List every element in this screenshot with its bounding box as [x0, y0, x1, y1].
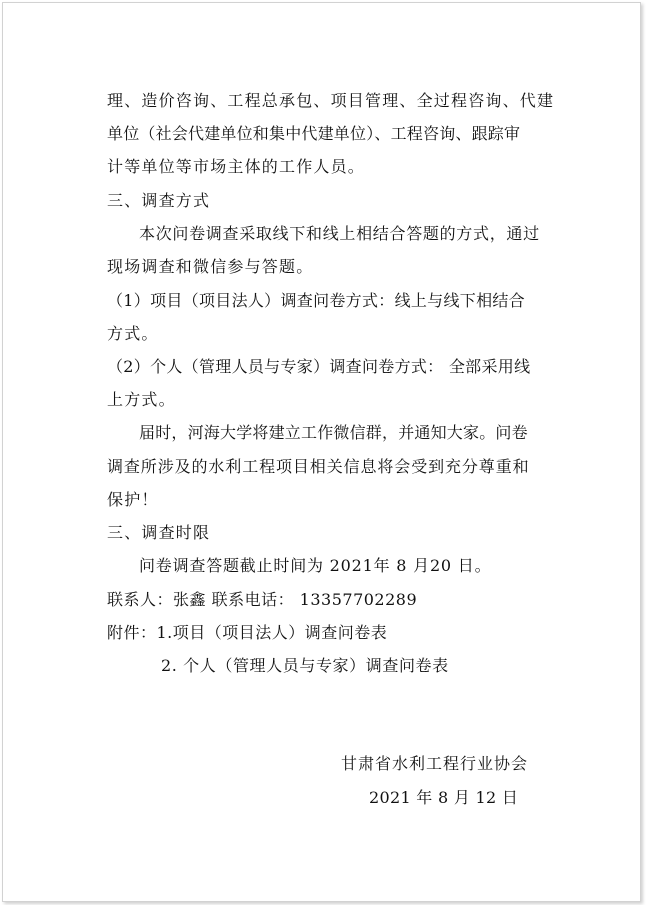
deadline-line: 问卷调查答题截止时间为 2021年 8 月20 日。 [139, 556, 492, 575]
section-heading-method: 三、调查方式 [107, 191, 211, 210]
body-line-10: 上方式。 [107, 390, 176, 409]
signature-organization: 甘肃省水利工程行业协会 [341, 754, 529, 773]
section-heading-time-limit: 三、调查时限 [107, 523, 211, 542]
body-line-7: （1）项目（项目法人）调查问卷方式：线上与线下相结合 [107, 291, 525, 310]
body-line-1: 理、造价咨询、工程总承包、项目管理、全过程咨询、代建 [107, 91, 555, 110]
signature-date: 2021 年 8 月 12 日 [369, 788, 519, 807]
attachment-line-2: 2. 个人（管理人员与专家）调查问卷表 [161, 656, 449, 675]
body-line-2: 单位（社会代建单位和集中代建单位）、工程咨询、跟踪审 [107, 124, 521, 143]
body-line-8: 方式。 [107, 324, 159, 343]
contact-line: 联系人：张鑫 联系电话： 13357702289 [107, 590, 418, 609]
body-line-9: （2）个人（管理人员与专家）调查问卷方式： 全部采用线 [107, 357, 531, 376]
body-line-13: 保护！ [107, 490, 159, 509]
body-line-12: 调查所涉及的水利工程项目相关信息将会受到充分尊重和 [107, 457, 530, 476]
attachment-line-1: 附件：1.项目（项目法人）调查问卷表 [107, 623, 388, 642]
body-line-3: 计等单位等市场主体的工作人员。 [107, 157, 366, 176]
body-line-5: 本次问卷调查采取线下和线上相结合答题的方式，通过 [139, 224, 540, 243]
body-line-11: 届时，河海大学将建立工作微信群，并通知大家。问卷 [139, 423, 528, 442]
body-line-6: 现场调查和微信参与答题。 [107, 257, 314, 276]
document-page [2, 2, 641, 902]
